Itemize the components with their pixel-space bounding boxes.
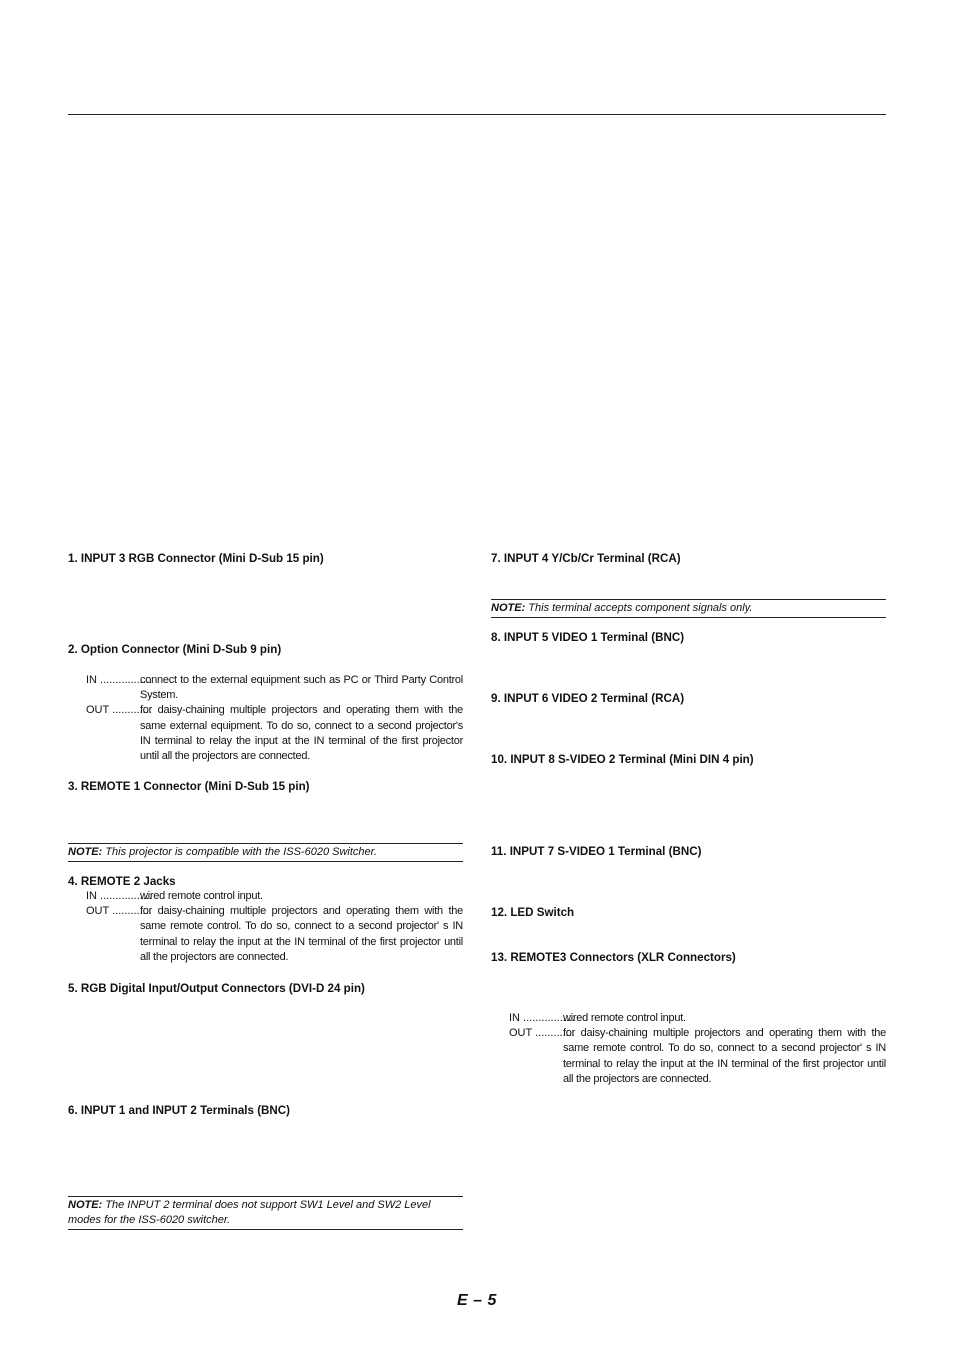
note-label: NOTE: — [68, 1199, 103, 1211]
term-in: IN ................. — [86, 674, 153, 686]
desc-in: wired remote control input. — [563, 1012, 686, 1024]
note-text: This terminal accepts component signals only. — [525, 602, 753, 614]
desc-in: connect to the external equipment such as PC or Third Party Control System. — [140, 674, 463, 702]
top-rule — [68, 114, 886, 115]
heading-option-connector: 2. Option Connector (Mini D-Sub 9 pin) — [68, 643, 282, 656]
def-row-out — [68, 904, 463, 965]
term-in: IN ................. — [86, 890, 153, 902]
heading-input3-rgb: 1. INPUT 3 RGB Connector (Mini D-Sub 15 pin) — [68, 552, 324, 565]
desc-out: for daisy-chaining multiple projectors and operating them with the same external equipment. To do so, connect to a second projector's IN terminal to relay the input at the IN terminal of the first projector until all the projectors are connected. — [140, 704, 463, 763]
heading-input6-video2: 9. INPUT 6 VIDEO 2 Terminal (RCA) — [491, 692, 685, 705]
heading-input4-ycbcr: 7. INPUT 4 Y/Cb/Cr Terminal (RCA) — [491, 552, 681, 565]
term-out: OUT ............. — [86, 704, 152, 717]
heading-remote1: 3. REMOTE 1 Connector (Mini D-Sub 15 pin) — [68, 780, 310, 793]
heading-remote2: 4. REMOTE 2 Jacks — [68, 875, 176, 888]
heading-remote3: 13. REMOTE3 Connectors (XLR Connectors) — [491, 951, 736, 964]
term-out: OUT ............. — [86, 905, 152, 918]
heading-input8-svideo2: 10. INPUT 8 S-VIDEO 2 Terminal (Mini DIN 4 pin) — [491, 753, 754, 766]
note-text: The INPUT 2 terminal does not support SW1 Level and SW2 Level modes for the ISS-6020 switcher. — [68, 1199, 431, 1226]
desc-out: for daisy-chaining multiple projectors and operating them with the same remote control. To do so, connect to a second projector' s IN terminal to relay the input at the IN terminal of the first projector until all the projectors are connected. — [140, 905, 463, 963]
note-label: NOTE: — [491, 602, 526, 614]
remote3-list — [491, 1011, 886, 1087]
note-text: This projector is compatible with the ISS-6020 Switcher. — [102, 846, 377, 858]
note-component — [491, 599, 886, 618]
def-row-out — [491, 1026, 886, 1087]
heading-input5-video1: 8. INPUT 5 VIDEO 1 Terminal (BNC) — [491, 631, 685, 644]
option-connector-list — [68, 673, 463, 764]
def-row-in — [68, 889, 463, 904]
heading-input7-svideo1: 11. INPUT 7 S-VIDEO 1 Terminal (BNC) — [491, 845, 702, 858]
def-row-out — [68, 703, 463, 764]
desc-out: for daisy-chaining multiple projectors and operating them with the same remote control. To do so, connect to a second projector' s IN terminal to relay the input at the IN terminal of the first projector until all the projectors are connected. — [563, 1027, 886, 1085]
term-out: OUT ............. — [509, 1027, 575, 1040]
term-in: IN ................. — [509, 1012, 576, 1024]
note-iss6020 — [68, 843, 463, 862]
desc-in: wired remote control input. — [140, 890, 263, 902]
def-row-in — [68, 673, 463, 703]
def-row-in — [491, 1011, 886, 1026]
heading-input1-input2: 6. INPUT 1 and INPUT 2 Terminals (BNC) — [68, 1104, 291, 1117]
page-number: E – 5 — [457, 1292, 497, 1309]
remote2-list — [68, 889, 463, 965]
note-input2 — [68, 1196, 463, 1230]
note-label: NOTE: — [68, 846, 103, 858]
heading-rgb-digital: 5. RGB Digital Input/Output Connectors (DVI-D 24 pin) — [68, 982, 365, 995]
heading-led-switch: 12. LED Switch — [491, 906, 575, 919]
